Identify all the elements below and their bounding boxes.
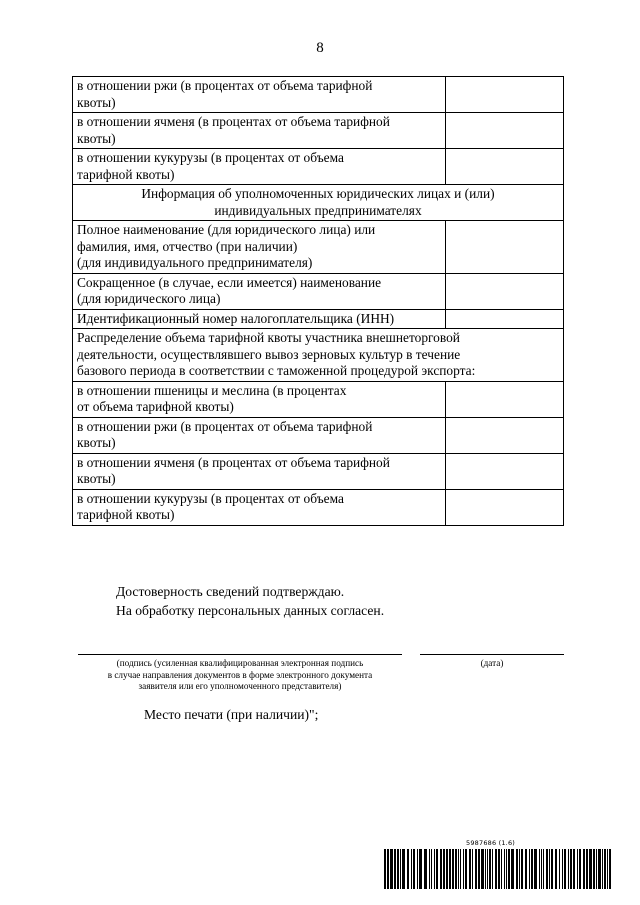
stamp-place: Место печати (при наличии)"; [144,707,319,722]
barcode-bar [559,849,560,889]
row-value-cell[interactable] [446,381,564,417]
barcode-number: 5987686 (1.6) [466,839,516,847]
barcode-bar [478,849,480,889]
table-row [73,149,564,185]
barcode-bar [460,849,461,889]
row-value-cell[interactable] [446,309,564,329]
barcode-bar [568,849,569,889]
barcode-bar [508,849,510,889]
barcode-bar [501,849,502,889]
barcode-bar [440,849,442,889]
row-value-cell[interactable] [446,489,564,525]
barcode-bar [541,849,542,889]
row-label: Сокращенное (в случае, если имеется) наименование (для юридического лица) [73,273,446,309]
row-label: в отношении ржи (в процентах от объема тарифной квоты) [73,417,446,453]
barcode-bar [485,849,486,889]
row-value-cell[interactable] [446,417,564,453]
barcode-bar [555,849,557,889]
row-label: Идентификационный номер налогоплательщика (ИНН) [73,309,446,329]
barcode-bar [424,849,427,889]
barcode-bar [529,849,530,889]
barcode-bar [458,849,459,889]
barcode-bar [498,849,500,889]
barcode-bar [583,849,585,889]
barcode-bar [469,849,471,889]
row-label: в отношении кукурузы (в процентах от объема тарифной квоты) [73,149,446,185]
date-caption: (дата) [480,658,504,668]
barcode-icon [384,849,614,889]
table-row [73,273,564,309]
table-row [73,221,564,274]
barcode-bar [516,849,518,889]
barcode-bar [579,849,581,889]
page-number: 8 [316,40,324,56]
table-row [73,77,564,113]
barcode-bar [394,849,396,889]
barcode-bar [598,849,601,889]
barcode-bar [407,849,409,889]
barcode-bar [417,849,418,889]
table-row [73,381,564,417]
table-row [73,489,564,525]
barcode-bar [400,849,401,889]
row-label: в отношении ячменя (в процентах от объема тарифной квоты) [73,113,446,149]
barcode-bar [443,849,445,889]
barcode-bar [419,849,422,889]
quota-info-table [72,76,564,526]
row-value-cell[interactable] [446,273,564,309]
barcode-bar [589,849,592,889]
barcode-bar [390,849,393,889]
barcode-bar [434,849,435,889]
barcode-bar [387,849,389,889]
barcode-bar [564,849,566,889]
table-row [73,113,564,149]
confirmation-personal-data: На обработку персональных данных согласен. [116,603,385,618]
row-value-cell[interactable] [446,453,564,489]
table-row [73,453,564,489]
barcode-bar [452,849,454,889]
barcode-bar [543,849,544,889]
table-row [73,185,564,221]
row-value-cell[interactable] [446,77,564,113]
barcode-bar [431,849,432,889]
barcode-bar [546,849,548,889]
confirmation-reliability: Достоверность сведений подтверждаю. [116,584,345,599]
barcode-bar [551,849,553,889]
barcode-bar [411,849,412,889]
signature-line [78,654,402,655]
barcode-bar [481,849,484,889]
barcode-bar [506,849,507,889]
barcode-bar [573,849,575,889]
barcode-bar [475,849,477,889]
barcode-bar [549,849,550,889]
barcode-bar [492,849,493,889]
date-line [420,654,564,655]
barcode-bar [436,849,438,889]
row-label: в отношении пшеницы и меслина (в процентах от объема тарифной квоты) [73,381,446,417]
row-label: в отношении ржи (в процентах от объема тарифной квоты) [73,77,446,113]
row-label: в отношении ячменя (в процентах от объема тарифной квоты) [73,453,446,489]
barcode-bar [465,849,467,889]
table-row [73,417,564,453]
barcode-bar [577,849,578,889]
barcode-bar [449,849,451,889]
barcode-bar [519,849,520,889]
row-label: Полное наименование (для юридического лица) или фамилия, имя, отчество (при наличии) (для индивидуального предпринимателя) [73,221,446,274]
barcode-bar [521,849,523,889]
barcode-bar [604,849,606,889]
row-value-cell[interactable] [446,113,564,149]
table-row [73,309,564,329]
table-row [73,329,564,382]
barcode-bar [607,849,608,889]
barcode-bar [446,849,448,889]
barcode-bar [429,849,430,889]
row-value-cell[interactable] [446,149,564,185]
row-value-cell[interactable] [446,221,564,274]
barcode-bar [384,849,386,889]
barcode-bar [570,849,572,889]
barcode-bar [511,849,514,889]
barcode-bar [586,849,588,889]
barcode-bar [593,849,595,889]
barcode-bar [562,849,563,889]
barcode-bar [402,849,405,889]
barcode-bar [539,849,540,889]
barcode-bar [472,849,473,889]
barcode-bar [525,849,527,889]
barcode-bar [531,849,533,889]
barcode-bar [504,849,505,889]
barcode-bar [413,849,415,889]
distribution-heading: Распределение объема тарифной квоты участника внешнеторговой деятельности, осуществлявшего вывоз зерновых культур в течение базового периода в соответствии с таможенной процедурой экспорта: [73,329,564,382]
barcode-bar [495,849,497,889]
barcode-bar [489,849,491,889]
barcode-bar [397,849,399,889]
row-label: в отношении кукурузы (в процентах от объема тарифной квоты) [73,489,446,525]
quota-info-table-body [73,77,564,526]
barcode-bar [463,849,464,889]
barcode-bar [487,849,488,889]
signature-caption: (подпись (усиленная квалифицированная электронная подпись в случае направления документов в форме электронного документа заявителя или его уполномоченного представителя) [107,658,373,691]
barcode-bar [455,849,457,889]
barcode-bar [609,849,611,889]
barcode-bar [534,849,537,889]
barcode-bar [602,849,603,889]
section-header: Информация об уполномоченных юридических лицах и (или) индивидуальных предпринимателях [73,185,564,221]
document-barcode [384,839,614,889]
barcode-bar [596,849,597,889]
